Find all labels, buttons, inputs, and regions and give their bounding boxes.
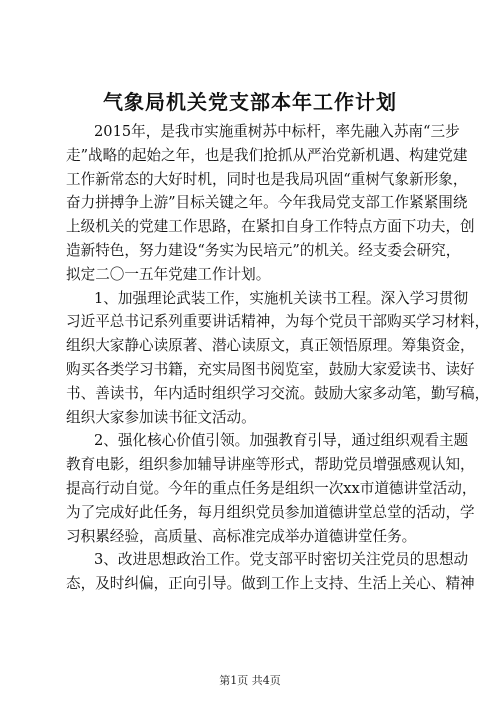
paragraph-3-line-1: 2、强化核心价值引领。加强教育引导，通过组织观看主题 — [94, 432, 469, 450]
paragraph-3-line-5: 习积累经验，高质量、高标准完成举办道德讲堂任务。 — [66, 527, 417, 545]
paragraph-1-line-1: 2015年，是我市实施重树苏中标杆，率先融入苏南“三步 — [94, 123, 460, 140]
paragraph-1-line-2: 走”战略的起始之年，也是我们抢抓从严治党新机遇、构建党建 — [66, 146, 468, 164]
paragraph-4-line-2: 态，及时纠偏，正向引导。做到工作上支持、生活上关心、精神 — [66, 575, 475, 593]
paragraph-3-line-2: 教育电影，组织参加辅导讲座等形式，帮助党员增强感观认知， — [66, 456, 475, 474]
paragraph-2-line-5: 书、善读书，年内适时组织学习交流。鼓励大家多动笔，勤写稿， — [66, 384, 490, 402]
paragraph-1-line-4: 奋力拼搏争上游”目标关键之年。今年我局党支部工作紧紧围绕 — [66, 194, 468, 212]
paragraph-2-line-1: 1、加强理论武装工作，实施机关读书工程。深入学习贯彻 — [94, 289, 469, 307]
paragraph-2-line-2: 习近平总书记系列重要讲话精神，为每个党员干部购买学习材料， — [66, 313, 490, 331]
paragraph-1-line-6: 造新特色，努力建设“务实为民培元”的机关。经支委会研究， — [66, 241, 461, 259]
paragraph-2-line-6: 组织大家参加读书征文活动。 — [66, 408, 256, 426]
paragraph-1-line-7: 拟定二〇一五年党建工作计划。 — [66, 265, 271, 283]
page-footer: 第1页 共4页 — [219, 674, 281, 687]
paragraph-2-line-3: 组织大家静心读原著、潜心读原文，真正领悟原理。筹集资金， — [66, 337, 475, 355]
paragraph-3-line-4: 为了完成好此任务，每月组织党员参加道德讲堂总堂的活动，学 — [66, 503, 475, 521]
paragraph-1-line-3: 工作新常态的大好时机，同时也是我局巩固“重树气象新形象， — [66, 170, 468, 188]
paragraph-2-line-4: 购买各类学习书籍，充实局图书阅览室，鼓励大家爱读书、读好 — [66, 360, 475, 378]
paragraph-3-line-3: 提高行动自觉。今年的重点任务是组织一次xx市道德讲堂活动， — [66, 479, 477, 497]
paragraph-1-line-5: 上级机关的党建工作思路，在紧扣自身工作特点方面下功夫，创 — [66, 218, 475, 236]
paragraph-4-line-1: 3、改进思想政治工作。党支部平时密切关注党员的思想动 — [94, 551, 469, 569]
document-body — [66, 120, 490, 596]
document-title: 气象局机关党支部本年工作计划 — [103, 90, 397, 114]
